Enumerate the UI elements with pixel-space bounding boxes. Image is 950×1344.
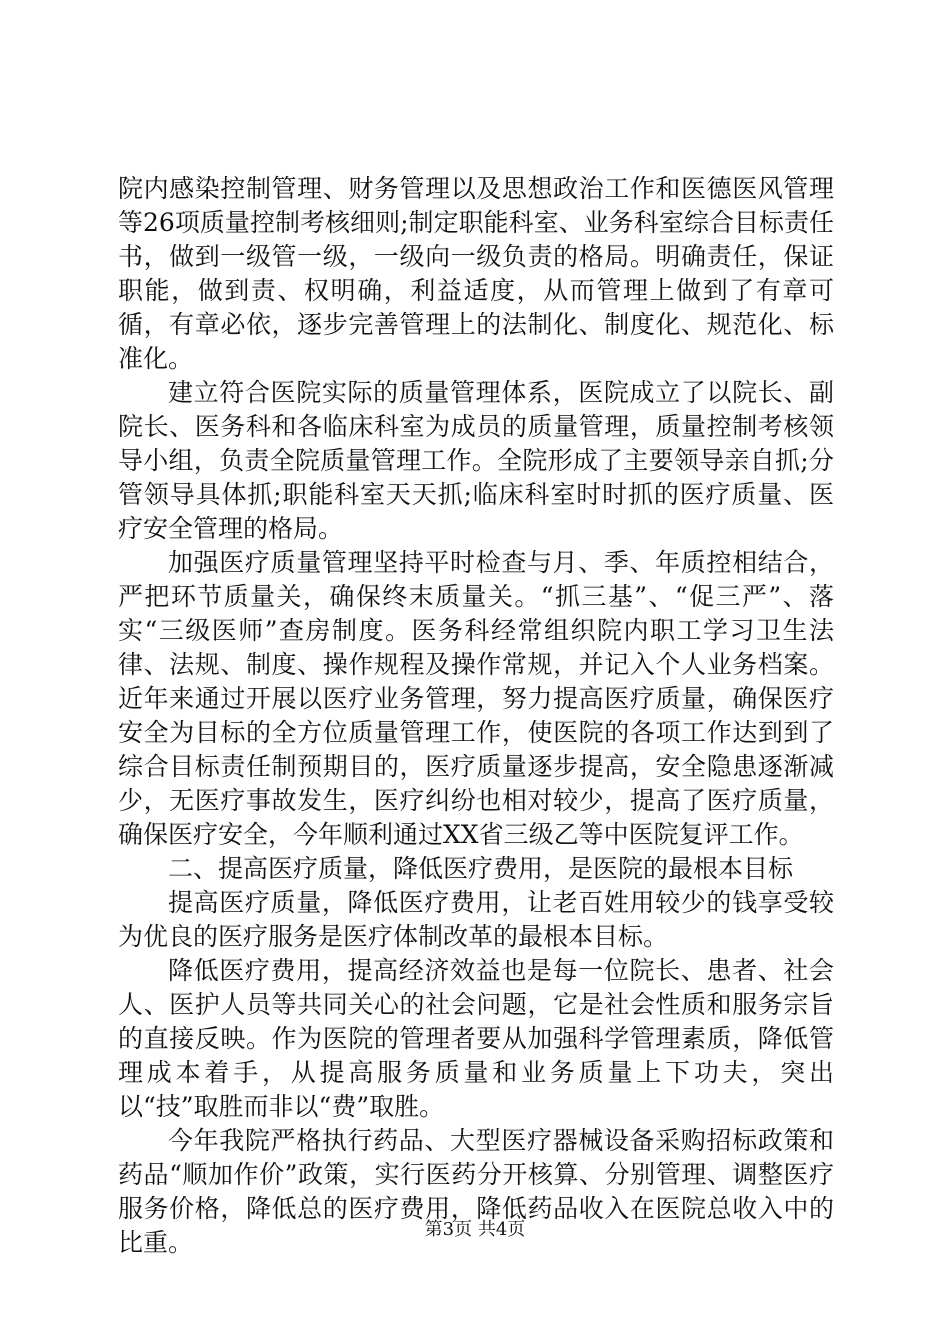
section-heading: 二、提高医疗质量，降低医疗费用，是医院的最根本目标: [168, 854, 794, 883]
paragraph-quality-system: 建立符合医院实际的质量管理体系，医院成立了以院长、副院长、医务科和各临床科室为成员的质量管理，质量控制考核领导小组，负责全院质量管理工作。全院形成了主要领导亲自抓;分管领导具体抓;职能科室天天抓;临床科室时时抓的医疗质量、医疗安全管理的格局。: [118, 378, 834, 543]
paragraph-goal: 提高医疗质量，降低医疗费用，让老百姓用较少的钱享受较为优良的医疗服务是医疗体制改革的最根本目标。: [118, 888, 834, 951]
paragraph-cost-reduction: 降低医疗费用，提高经济效益也是每一位院长、患者、社会人、医护人员等共同关心的社会问题，它是社会性质和服务宗旨的直接反映。作为医院的管理者要从加强科学管理素质，降低管理成本着手，从提高服务质量和业务质量上下功夫，突出以“技”取胜而非以“费”取胜。: [118, 956, 834, 1121]
paragraph-drug-policy: 今年我院严格执行药品、大型医疗器械设备采购招标政策和药品“顺加作价”政策，实行医药分开核算、分别管理、调整医疗服务价格，降低总的医疗费用，降低药品收入在医院总收入中的比重。: [118, 1126, 834, 1257]
document-body: [118, 172, 834, 1260]
paragraph-continued: 院内感染控制管理、财务管理以及思想政治工作和医德医风管理等26项质量控制考核细则;制定职能科室、业务科室综合目标责任书，做到一级管一级，一级向一级负责的格局。明确责任，保证职能，做到责、权明确，利益适度，从而管理上做到了有章可循，有章必依，逐步完善管理上的法制化、制度化、规范化、标准化。: [118, 174, 834, 373]
page-footer: 第3页 共4页: [424, 1219, 526, 1240]
paragraph-quality-management: 加强医疗质量管理坚持平时检查与月、季、年质控相结合，严把环节质量关，确保终末质量关。“抓三基”、“促三严”、落实“三级医师”查房制度。医务科经常组织院内职工学习卫生法律、法规、制度、操作规程及操作常规，并记入个人业务档案。近年来通过开展以医疗业务管理，努力提高医疗质量，确保医疗安全为目标的全方位质量管理工作，使医院的各项工作达到到了综合目标责任制预期目的，医疗质量逐步提高，安全隐患逐渐减少，无医疗事故发生，医疗纠纷也相对较少，提高了医疗质量，确保医疗安全，今年顺利通过XX省三级乙等中医院复评工作。: [118, 548, 834, 849]
